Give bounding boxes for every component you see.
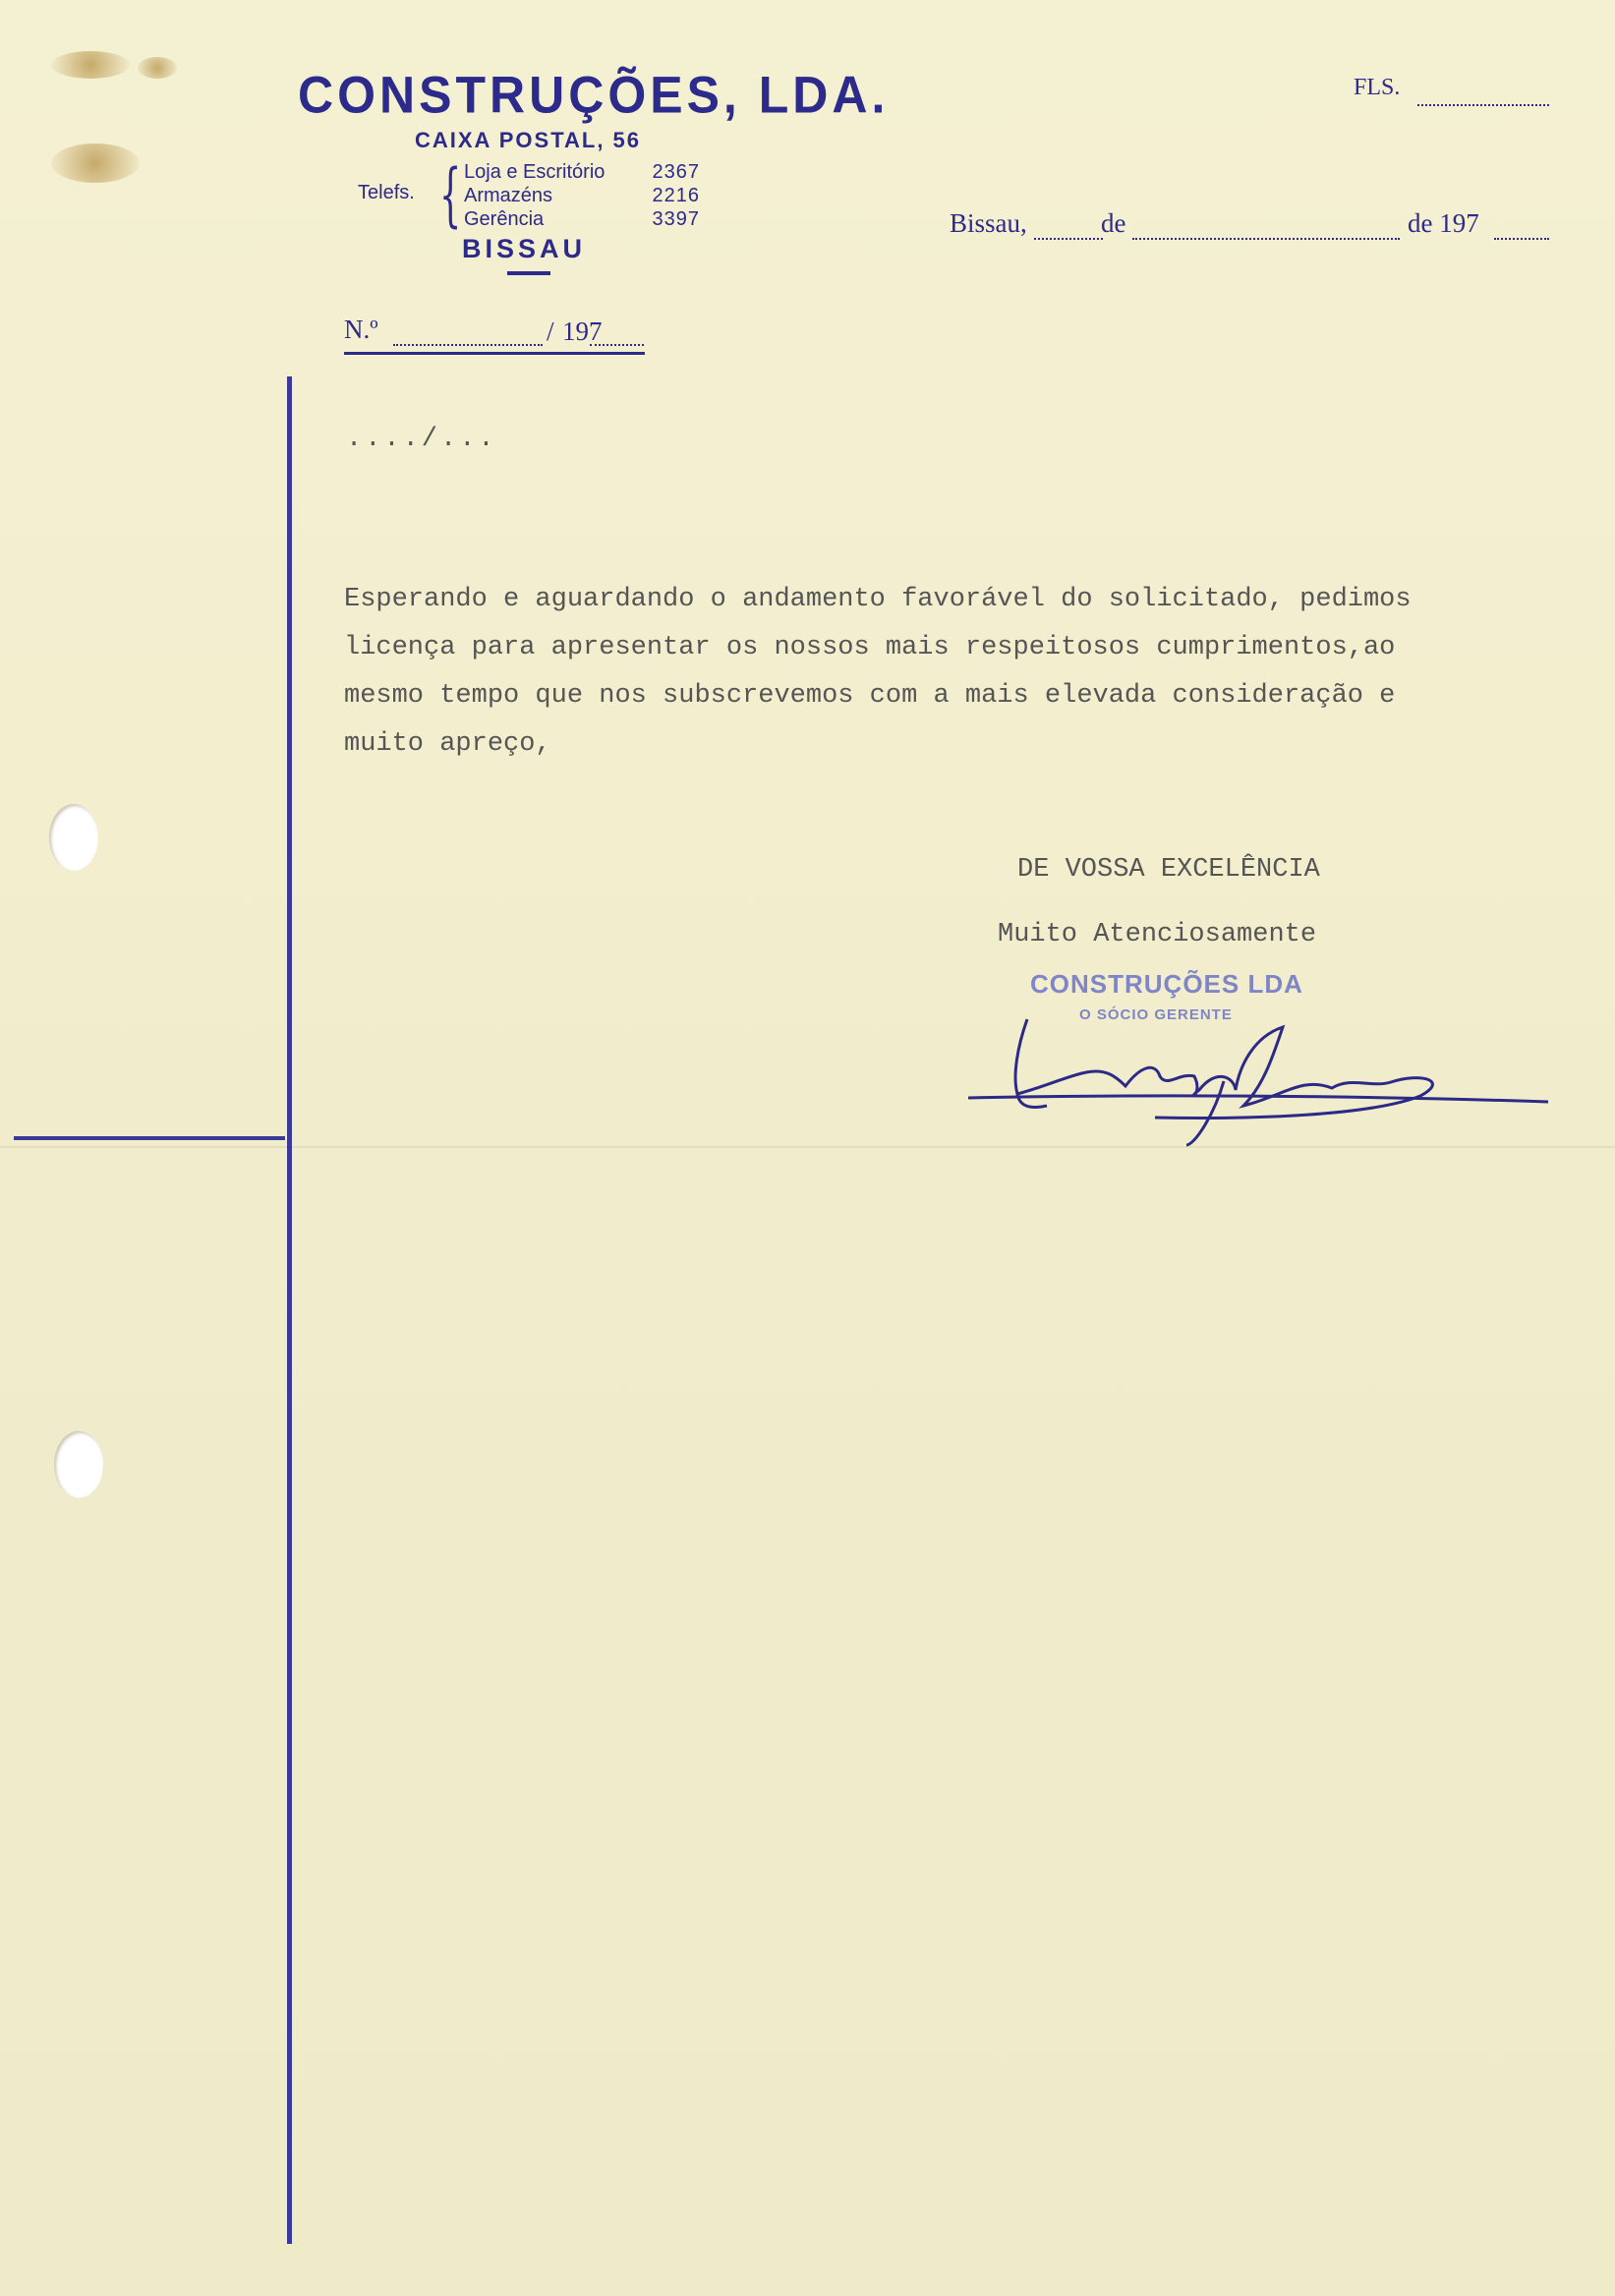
reference-underline	[344, 352, 645, 355]
closing-line-1: DE VOSSA EXCELÊNCIA	[1017, 855, 1320, 885]
reference-label: N.º	[344, 315, 378, 344]
telefs-label: Telefs.	[358, 182, 415, 203]
phone-label: Loja e Escritório	[464, 161, 606, 183]
date-city: Bissau,	[950, 208, 1027, 238]
fls-label: FLS.	[1354, 75, 1401, 100]
phone-number: 3397	[652, 208, 700, 230]
phone-list	[464, 160, 700, 231]
caixa-postal: CAIXA POSTAL, 56	[415, 128, 642, 152]
stamp-subtitle: O SÓCIO GERENTE	[1079, 1006, 1233, 1023]
reference-year-blank	[590, 344, 644, 346]
closing-line-2: Muito Atenciosamente	[998, 920, 1317, 949]
city-underline	[507, 271, 550, 275]
fls-blank-line	[1417, 104, 1549, 106]
punch-hole	[54, 1431, 103, 1498]
stain-mark	[138, 57, 177, 79]
phone-number: 2216	[652, 185, 700, 206]
company-stamp: CONSTRUÇÕES LDA	[1030, 969, 1303, 999]
phone-label: Armazéns	[464, 185, 553, 206]
letter-body: Esperando e aguardando o andamento favorável do solicitado, pedimos licença para apresentar os nossos mais respeitosos cumprimentos,ao mesmo tempo que nos subscrevemos com a mais elevada consideração e muito apreço,	[344, 585, 1412, 759]
letterhead-city: BISSAU	[462, 234, 587, 263]
brace-icon: {	[439, 154, 462, 235]
reference-year: 197	[562, 316, 603, 346]
day-blank-line	[1034, 238, 1103, 240]
signature	[958, 1007, 1558, 1175]
phone-row	[464, 184, 700, 207]
phone-label: Gerência	[464, 208, 545, 230]
phone-row	[464, 207, 700, 231]
phone-number: 2367	[652, 161, 700, 183]
reference-blank-line	[393, 344, 543, 346]
continuation-mark: ..../...	[346, 425, 497, 454]
date-de-2: de 197	[1408, 208, 1479, 238]
company-name: CONSTRUÇÕES, LDA.	[298, 66, 890, 124]
margin-line-vertical	[287, 376, 292, 2244]
fold-mark-horizontal	[14, 1136, 285, 1140]
punch-hole	[49, 804, 98, 871]
reference-slash: /	[547, 316, 554, 346]
month-blank-line	[1132, 238, 1400, 240]
phone-row	[464, 160, 700, 184]
stain-mark	[51, 51, 130, 79]
stain-mark	[51, 144, 140, 183]
year-blank-line	[1494, 238, 1549, 240]
date-de-1: de	[1101, 208, 1126, 238]
